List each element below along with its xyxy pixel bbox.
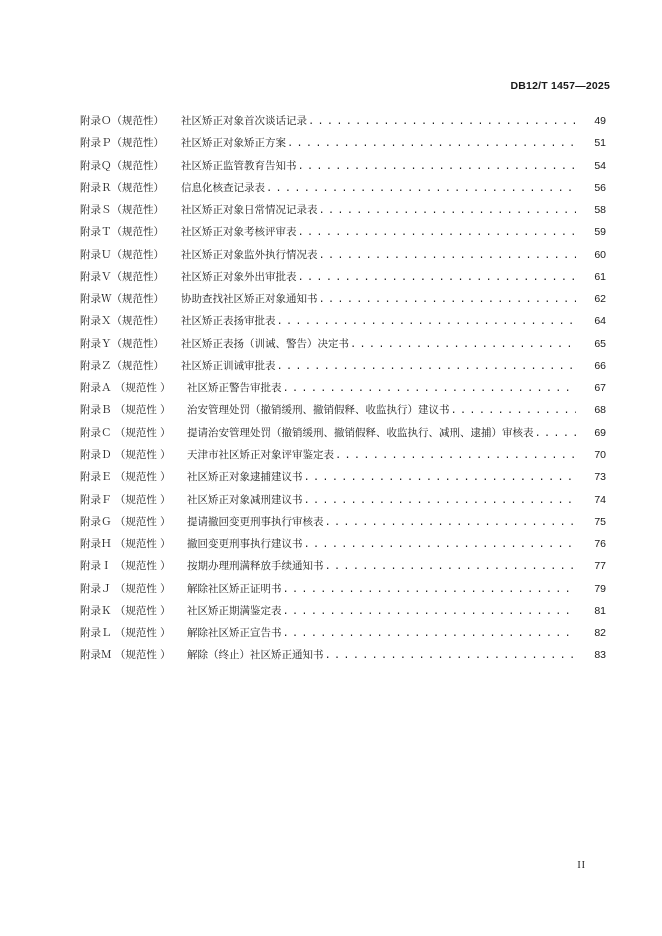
toc-entry-title: 社区矫正对象矫正方案 . . . xyxy=(181,132,576,155)
toc-appendix-label: 附录Ｊ （规范性 ） xyxy=(80,582,171,595)
toc-entry[interactable] xyxy=(0,355,662,377)
toc-entry-title: 提请治安管理处罚（撤销缓刑、撤销假释、收监执行、减刑、逮捕）审核表 . . . xyxy=(187,422,576,445)
toc-page-number: 76 xyxy=(594,538,606,551)
toc-entry[interactable] xyxy=(0,132,662,154)
toc-entry-title: 信息化核查记录表 . . . xyxy=(181,177,576,200)
toc-appendix-label: 附录Ｑ（规范性） xyxy=(80,159,164,172)
toc-page-number: 60 xyxy=(594,248,606,261)
toc-page-number: 62 xyxy=(594,293,606,306)
toc-entry-title: 社区矫正对象外出审批表 . . . xyxy=(181,266,576,289)
toc-entry-title: 社区矫正对象首次谈话记录 . . . xyxy=(181,110,576,133)
toc-entry[interactable] xyxy=(0,399,662,421)
toc-appendix-label: 附录Ｋ （规范性 ） xyxy=(80,604,171,617)
toc-entry[interactable] xyxy=(0,600,662,622)
toc-appendix-label: 附录Ｔ（规范性） xyxy=(80,226,164,239)
toc-appendix-label: 附录Ｙ（规范性） xyxy=(80,337,164,350)
toc-entry[interactable] xyxy=(0,444,662,466)
toc-page-number: 67 xyxy=(594,382,606,395)
toc-appendix-label: 附录Ｖ（规范性） xyxy=(80,270,164,283)
toc-entry-title: 社区矫正期满鉴定表 . . . xyxy=(187,600,576,623)
toc-page-number: 74 xyxy=(594,493,606,506)
toc-entry[interactable] xyxy=(0,578,662,600)
toc-entry-title: 社区矫正表扬（训诫、警告）决定书 . . . xyxy=(181,333,576,356)
toc-entry-title: 撤回变更刑事执行建议书 . . . xyxy=(187,533,576,556)
toc-entry-title: 社区矫正对象日常情况记录表 . . . xyxy=(181,199,576,222)
toc-appendix-label: 附录Ｅ （规范性 ） xyxy=(80,471,171,484)
toc-appendix-label: 附录Ｆ （规范性 ） xyxy=(80,493,171,506)
toc-page-number: 58 xyxy=(594,204,606,217)
table-of-contents xyxy=(0,110,662,667)
toc-appendix-label: 附录Ｉ （规范性 ） xyxy=(80,560,171,573)
toc-entry[interactable] xyxy=(0,155,662,177)
toc-page-number: 59 xyxy=(594,226,606,239)
toc-page-number: 61 xyxy=(594,270,606,283)
toc-appendix-label: 附录Ｚ（规范性） xyxy=(80,359,164,372)
toc-entry[interactable] xyxy=(0,533,662,555)
toc-page-number: 83 xyxy=(594,649,606,662)
toc-appendix-label: 附录Ｃ （规范性 ） xyxy=(80,426,171,439)
toc-entry[interactable] xyxy=(0,177,662,199)
toc-entry-title: 社区矫正警告审批表 . . . xyxy=(187,377,576,400)
toc-page-number: 65 xyxy=(594,337,606,350)
toc-appendix-label: 附录Ｘ（规范性） xyxy=(80,315,164,328)
toc-appendix-label: 附录Ｌ （规范性 ） xyxy=(80,627,171,640)
toc-page-number: 79 xyxy=(594,582,606,595)
toc-entry-title: 社区矫正训诫审批表 . . . xyxy=(181,355,576,378)
toc-page-number: 69 xyxy=(594,426,606,439)
toc-entry[interactable] xyxy=(0,511,662,533)
toc-entry-title: 社区矫正对象逮捕建议书 . . . xyxy=(187,466,576,489)
toc-entry-title: 协助查找社区矫正对象通知书 . . . xyxy=(181,288,576,311)
toc-appendix-label: 附录Ｇ （规范性 ） xyxy=(80,515,171,528)
toc-page-number: 64 xyxy=(594,315,606,328)
toc-entry[interactable] xyxy=(0,110,662,132)
toc-appendix-label: 附录Ｗ（规范性） xyxy=(80,293,164,306)
toc-entry[interactable] xyxy=(0,266,662,288)
toc-appendix-label: 附录Ａ （规范性 ） xyxy=(80,382,171,395)
toc-entry[interactable] xyxy=(0,310,662,332)
toc-entry[interactable] xyxy=(0,288,662,310)
toc-page-number: 66 xyxy=(594,359,606,372)
toc-page-number: 73 xyxy=(594,471,606,484)
toc-page-number: 51 xyxy=(594,137,606,150)
toc-entry[interactable] xyxy=(0,422,662,444)
toc-appendix-label: 附录Ｕ（规范性） xyxy=(80,248,164,261)
toc-entry-title: 解除社区矫正证明书 . . . xyxy=(187,578,576,601)
toc-entry-title: 社区矫正监管教育告知书 . . . xyxy=(181,155,576,178)
toc-appendix-label: 附录Ｍ （规范性 ） xyxy=(80,649,171,662)
toc-entry[interactable] xyxy=(0,622,662,644)
toc-entry[interactable] xyxy=(0,466,662,488)
toc-page-number: 56 xyxy=(594,181,606,194)
page-number: II xyxy=(577,860,586,871)
toc-entry[interactable] xyxy=(0,244,662,266)
toc-entry-title: 提请撤回变更刑事执行审核表 . . . xyxy=(187,511,576,534)
toc-page-number: 75 xyxy=(594,515,606,528)
toc-entry-title: 社区矫正对象考核评审表 . . . xyxy=(181,221,576,244)
toc-entry-title: 社区矫正对象监外执行情况表 . . . xyxy=(181,244,576,267)
toc-page-number: 54 xyxy=(594,159,606,172)
toc-page-number: 68 xyxy=(594,404,606,417)
toc-entry-title: 解除社区矫正宣告书 . . . xyxy=(187,622,576,645)
toc-entry[interactable] xyxy=(0,333,662,355)
toc-entry-title: 治安管理处罚（撤销缓刑、撤销假释、收监执行）建议书 . . . xyxy=(187,399,576,422)
toc-entry[interactable] xyxy=(0,489,662,511)
toc-entry-title: 按期办理刑满释放手续通知书 . . . xyxy=(187,555,576,578)
toc-page-number: 81 xyxy=(594,604,606,617)
toc-appendix-label: 附录Ｈ （规范性 ） xyxy=(80,538,171,551)
toc-entry[interactable] xyxy=(0,377,662,399)
toc-page-number: 49 xyxy=(594,115,606,127)
toc-entry-title: 天津市社区矫正对象评审鉴定表 . . . xyxy=(187,444,576,467)
toc-appendix-label: 附录Ｂ （规范性 ） xyxy=(80,404,171,417)
toc-entry[interactable] xyxy=(0,644,662,666)
toc-appendix-label: 附录Ｏ（规范性） xyxy=(80,115,164,127)
toc-appendix-label: 附录Ｒ（规范性） xyxy=(80,181,164,194)
toc-entry-title: 社区矫正对象减刑建议书 . . . xyxy=(187,489,576,512)
toc-page-number: 77 xyxy=(594,560,606,573)
toc-appendix-label: 附录Ｄ （规范性 ） xyxy=(80,448,171,461)
toc-entry-title: 解除（终止）社区矫正通知书 . . . xyxy=(187,644,576,667)
toc-page-number: 82 xyxy=(594,627,606,640)
toc-entry[interactable] xyxy=(0,555,662,577)
toc-entry[interactable] xyxy=(0,221,662,243)
toc-entry-title: 社区矫正表扬审批表 . . . xyxy=(181,310,576,333)
toc-appendix-label: 附录Ｐ（规范性） xyxy=(80,137,164,150)
toc-appendix-label: 附录Ｓ（规范性） xyxy=(80,204,164,217)
toc-entry[interactable] xyxy=(0,199,662,221)
toc-page-number: 70 xyxy=(594,448,606,461)
document-code: DB12/T 1457—2025 xyxy=(510,80,610,92)
